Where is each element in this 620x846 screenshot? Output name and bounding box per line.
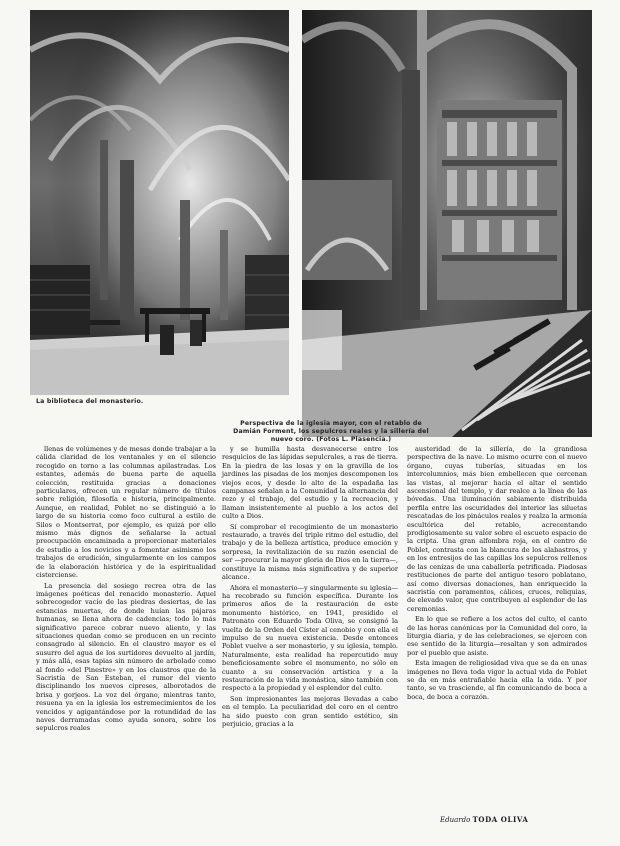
- author-surname: TODA OLIVA: [472, 815, 529, 824]
- paragraph: Sí comprobar el recogimiento de un monasterio restaurado, a través del triple ritmo del estudio, del trabajo y de la belleza artística, produce emoción y sorpresa, la revitalización de su razón esencial de ser —procurar la mayor gloria de Dios en la tierra—, constituye la misma más significativa y de superior alcance.: [222, 522, 398, 582]
- library-photo: [30, 10, 289, 395]
- paragraph: y se humilla hasta desvanecerse entre los resquicios de las lápidas sepulcrales, a ras de tierra. En la piedra de las losas y en la gravilla de los jardines las pisadas de los monjes descomponen los viejos ecos, y desde lo alto de la espadaña las campanas señalan a la Comunidad la alternancia del rezo y el trabajo, del estudio y la recreación, y llaman insistentemente al pueblo a los actos del culto a Dios.: [222, 445, 398, 521]
- paragraph: Son impresionantes las mejoras llevadas a cabo en el templo. La peculiaridad del coro en el centro ha sido puesto con gran sentido estético, sin perjuicio, gracias a la: [222, 694, 398, 728]
- author-first-name: Eduardo: [440, 816, 471, 824]
- text-column-1: [36, 445, 216, 735]
- church-caption: Perspectiva de la iglesia mayor, con el retablo de Damián Forment, los sepulcros reales y la sillería del nuevo coro. (Fotos L. Plasencia.): [233, 420, 429, 443]
- church-photo: [302, 10, 592, 437]
- paragraph: llenas de volúmenes y de mesas donde trabajar a la cálida claridad de los ventanales y en el silencio recogido en torno a las columnas apilastradas. Los estantes, además de buena parte de aquella colección, restituida gracias a donaciones particulares, ofrecen un regular número de títulos sobre religión, filosofía e historia, principalmente. Aunque, en realidad, Poblet no se distinguió a lo largo de su historia como foco cultural a estilo de Silos o Montserrat, por ejemplo, es quizá por ello mismo más dignos de señalarse la actual preocupación encaminada a proporcionar materiales de estudio a los novicios y a fomentar asimismo los trabajos de erudición, singularmente en los campos de la elaboración histórica y de la espiritualidad cisterciense.: [36, 445, 216, 580]
- text-column-3: [407, 445, 587, 703]
- paragraph: Esta imagen de religiosidad viva que se da en unas imágenes no lleva toda vigor la actual vida de Poblet se da en más entrañable hacia ella la vida. Y por tanto, se va trasciende, al fin comunicando de boca a boca, de boca a corazón.: [407, 659, 587, 701]
- author-signature: [440, 815, 528, 824]
- paragraph: La presencia del sosiego recrea otra de las imágenes poéticas del renacido monasterio. Aquel sobrecogedor vacío de las piedras desiertas, de las estancias muertas, de donde huían las pájaras humanas, se llena ahora de cadencias; todo lo más significativo parece cobrar nuevo aliento, y las situaciones quedan como se producen en un recinto consagrado al silencio. En el claustro mayor es el susurro del agua de los surtidores devuelto al jardín, y más allá, esas tapias sin número de arbolado como al fondo «del Pinestre» y en los claustros que de la Sacristía de San Esteban, el rumor del viento disciplinando los nuevos cipreses, alborotados de brisa y gorjeos. La voz del órgano, mientras tanto, resuena ya en la iglesia los estremecimientos de los vencidos y agigantándose por la rotundidad de las naves derramadas como ayuda sonora, sobre los sepulcros reales: [36, 581, 216, 733]
- paragraph: austeridad de la sillería, de la grandiosa perspectiva de la nave. Lo mismo ocurre con el nuevo órgano, cuyas tuberías, situadas en los intercolumnios, más bien embellecen que cercenan las vistas, al mejorar hacia el altar el sentido ascensional del templo, y dar realce a la línea de las bóvedas. Una iluminación sabiamente distribuida perfila entre las oscuridades del interior las siluetas rescatadas de los pináculos reales y realza la armonía escultórica del retablo, acrecentando prodigiosamente su valor sobre el escueto espacio de la cripta. Una gran alfombra roja, en el centro de Poblet, contrasta con la blancura de los alabastros, y en los entresijos de las capillas los sepulcros rellenos de las cenizas de una caballería petrificada. Piadosas restituciones de parte del antiguo tesoro poblatano, así como diversas donaciones, han enriquecido la sacristía con paramentos, cálices, cruces, reliquias, de elevado valor, que contribuyen al esplendor de las ceremonias.: [407, 445, 587, 613]
- paragraph: Ahora el monasterio—y singularmente su iglesia—ha recobrado su función específica. Durante los primeros años de la restauración de este monumento histórico, en 1941, presidido el Patronato con Eduardo Toda Oliva, se consignó la vuelta de la Orden del Císter al cenobio y con ella el impulso de su nueva existencia. Desde entonces Poblet vuelve a ser monasterio, y su iglesia, templo. Naturalmente, esta realidad ha repercutido muy beneficiosamente sobre el monumento, no sólo en cuanto a su conservación artística y a la restauración de la vida monástica, sino también con respecto a la propiedad y el esplendor del culto.: [222, 583, 398, 693]
- library-caption: La biblioteca del monasterio.: [36, 398, 144, 405]
- paragraph: En lo que se refiere a los actos del culto, el canto de las horas canónicas por la Comunidad del coro, la liturgia diaria, y de las celebraciones, se ejercen con ese sentido de la liturgia—resaltan y son admirados por el pueblo que asiste.: [407, 615, 587, 657]
- text-column-2: [222, 445, 398, 730]
